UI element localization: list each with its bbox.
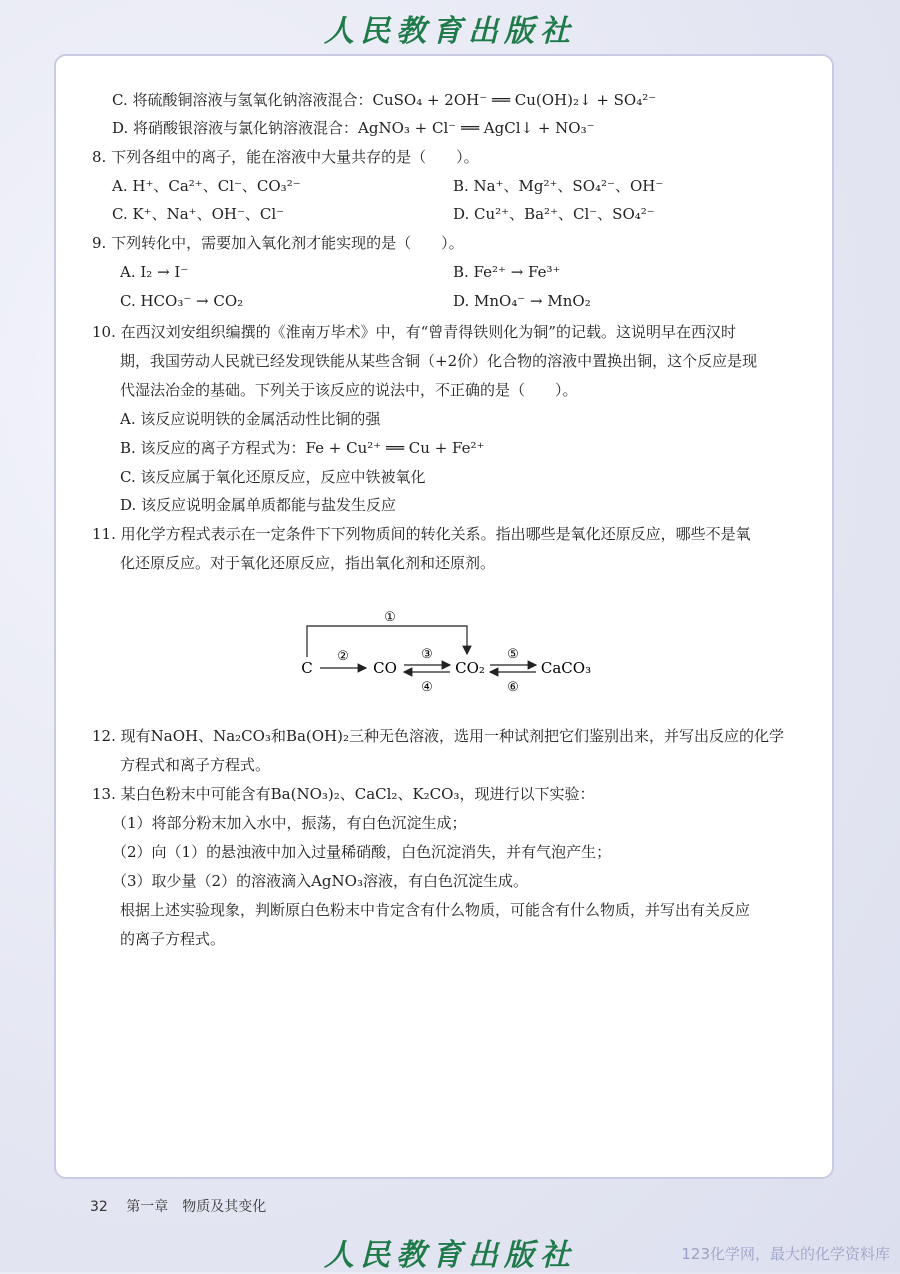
page-footer — [90, 1196, 266, 1216]
q9-option-a: A. I₂ → I⁻ — [120, 263, 189, 281]
q10-stem-line2: 期，我国劳动人民就已经发现铁能从某些含铜（+2价）化合物的溶液中置换出铜，这个反应是现 — [120, 352, 758, 370]
species-c: C — [301, 659, 313, 677]
q9-option-b: B. Fe²⁺ → Fe³⁺ — [453, 263, 561, 281]
q9-option-d: D. MnO₄⁻ → MnO₂ — [453, 292, 591, 310]
site-watermark: 123化学网，最大的化学资料库 — [681, 1245, 890, 1263]
label-6: ⑥ — [507, 680, 519, 695]
q13-stem: 13. 某白色粉末中可能含有Ba(NO₃)₂、CaCl₂、K₂CO₃，现进行以下实验： — [92, 785, 595, 803]
chapter-title: 第一章 物质及其变化 — [126, 1199, 267, 1215]
label-2: ② — [337, 649, 349, 664]
publisher-logo-bottom: 人民教育出版社 — [324, 1238, 576, 1273]
q10-option-d: D. 该反应说明金属单质都能与盐发生反应 — [120, 496, 397, 514]
q13-question-line1: 根据上述实验现象，判断原白色粉末中肯定含有什么物质，可能含有什么物质，并写出有关反应 — [120, 901, 751, 919]
q9-option-c: C. HCO₃⁻ → CO₂ — [120, 292, 244, 310]
q10-option-a: A. 该反应说明铁的金属活动性比铜的强 — [120, 410, 381, 428]
q9-stem: 9. 下列转化中，需要加入氧化剂才能实现的是（ ）。 — [92, 234, 464, 252]
q13-step-1: （1）将部分粉末加入水中，振荡，有白色沉淀生成； — [112, 814, 467, 832]
q11-stem-line2: 化还原反应。对于氧化还原反应，指出氧化剂和还原剂。 — [120, 554, 496, 572]
q10-stem-line3: 代湿法冶金的基础。下列关于该反应的说法中，不正确的是（ ）。 — [120, 381, 578, 399]
q12-stem-line2: 方程式和离子方程式。 — [120, 756, 271, 774]
q8-stem: 8. 下列各组中的离子，能在溶液中大量共存的是（ ）。 — [92, 148, 479, 166]
species-co2: CO₂ — [455, 659, 485, 677]
q7-option-c: C. 将硫酸铜溶液与氢氧化钠溶液混合：CuSO₄ + 2OH⁻ ══ Cu(OH)₂↓ + SO₄²⁻ — [112, 91, 657, 109]
q10-option-b: B. 该反应的离子方程式为：Fe + Cu²⁺ ══ Cu + Fe²⁺ — [120, 439, 485, 457]
q11-stem-line1: 11. 用化学方程式表示在一定条件下下列物质间的转化关系。指出哪些是氧化还原反应，哪些不是氧 — [92, 525, 751, 543]
conversion-diagram — [290, 600, 610, 700]
label-5: ⑤ — [507, 647, 519, 662]
species-co: CO — [373, 659, 397, 677]
q10-option-c: C. 该反应属于氧化还原反应，反应中铁被氧化 — [120, 468, 426, 486]
arrow-1 — [307, 626, 467, 657]
q13-question-line2: 的离子方程式。 — [120, 930, 226, 948]
label-3: ③ — [421, 647, 433, 662]
page-number: 32 — [90, 1199, 108, 1215]
q7-option-d: D. 将硝酸银溶液与氯化钠溶液混合：AgNO₃ + Cl⁻ ══ AgCl↓ + NO₃⁻ — [112, 119, 595, 137]
q8-option-c: C. K⁺、Na⁺、OH⁻、Cl⁻ — [112, 205, 285, 223]
q10-stem-line1: 10. 在西汉刘安组织编撰的《淮南万毕术》中，有“曾青得铁则化为铜”的记载。这说明早在西汉时 — [92, 323, 736, 341]
publisher-logo-top: 人民教育出版社 — [324, 14, 576, 49]
species-caco3: CaCO₃ — [540, 659, 592, 677]
q8-option-a: A. H⁺、Ca²⁺、Cl⁻、CO₃²⁻ — [112, 177, 301, 195]
q13-step-3: （3）取少量（2）的溶液滴入AgNO₃溶液，有白色沉淀生成。 — [112, 872, 528, 890]
q13-step-2: （2）向（1）的悬浊液中加入过量稀硝酸，白色沉淀消失，并有气泡产生； — [112, 843, 612, 861]
label-1: ① — [384, 610, 396, 625]
q12-stem-line1: 12. 现有NaOH、Na₂CO₃和Ba(OH)₂三种无色溶液，选用一种试剂把它们鉴别出来，并写出反应的化学 — [92, 727, 785, 745]
q8-option-b: B. Na⁺、Mg²⁺、SO₄²⁻、OH⁻ — [453, 177, 664, 195]
label-4: ④ — [421, 680, 433, 695]
q8-option-d: D. Cu²⁺、Ba²⁺、Cl⁻、SO₄²⁻ — [453, 205, 655, 223]
